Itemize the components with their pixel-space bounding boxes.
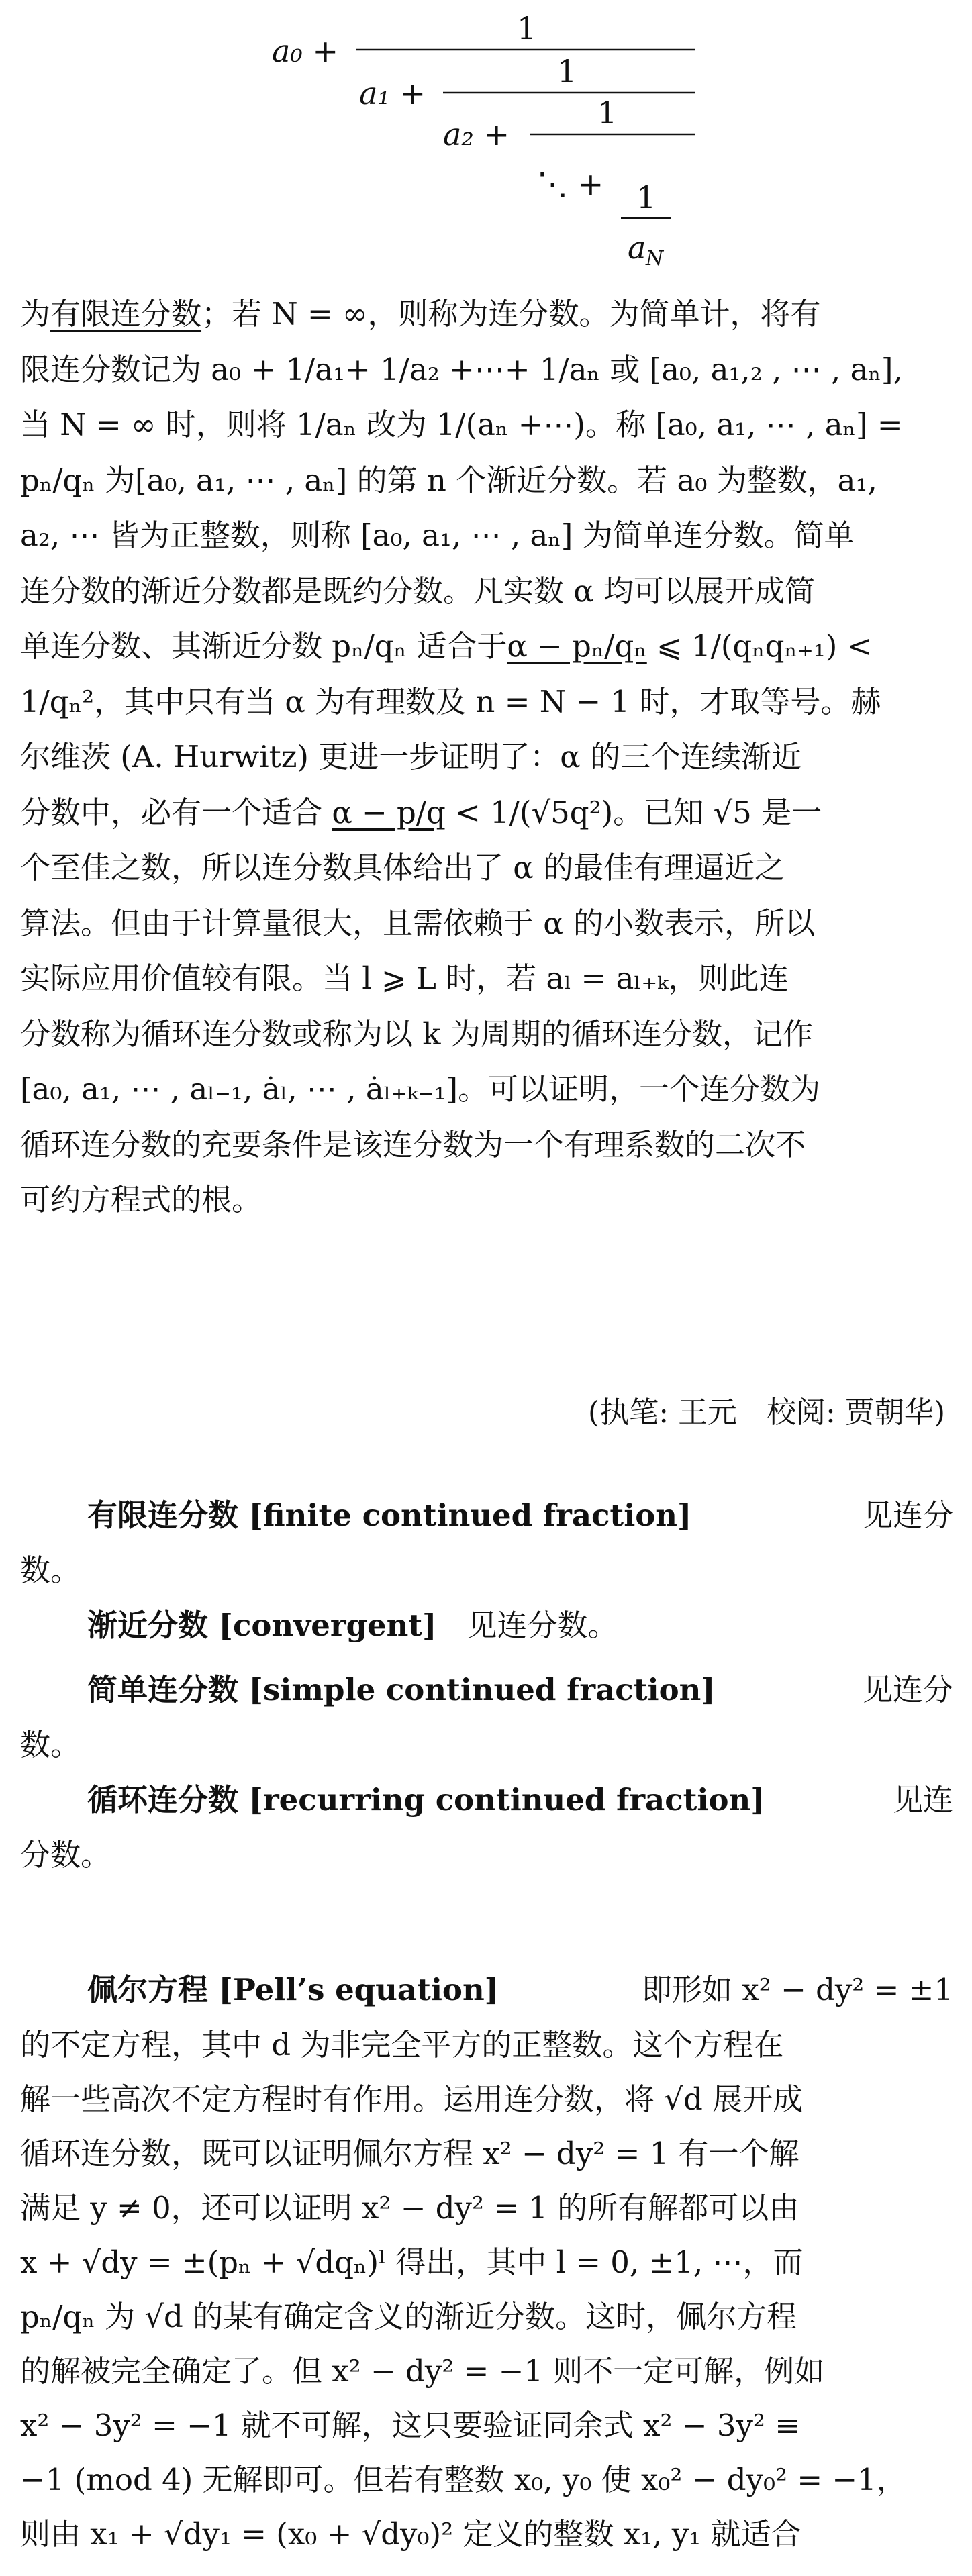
- pell-body-line: x² − 3y² = −1 就不可解，这只要验证同余式 x² − 3y² ≡: [20, 2408, 800, 2443]
- cf-dots: ⋱ +: [537, 166, 604, 202]
- pell-heading-line: [20, 1970, 953, 2010]
- author-credit: (执笔: 王元 校阅: 贾朝华): [588, 1395, 945, 1430]
- body-line: a₂, ⋯ 皆为正整数，则称 [a₀, a₁, ⋯ , aₙ] 为简单连分数。简单: [20, 517, 855, 553]
- body-text: ⩽ 1/(qₙqₙ₊₁) <: [646, 628, 873, 664]
- entry-english: [simple continued fraction]: [248, 1672, 716, 1707]
- body-line: [20, 793, 953, 833]
- body-line: 可约方程式的根。: [20, 1182, 262, 1218]
- pell-body-line: 解一些高次不定方程时有作用。运用连分数，将 √d 展开成: [20, 2081, 804, 2117]
- pell-body-line: x + √dy = ±(pₙ + √dqₙ)ˡ 得出，其中 l = 0, ±1, ⋯，而: [20, 2244, 804, 2280]
- entry-line: [20, 1780, 953, 1820]
- entry-line: [20, 1495, 953, 1536]
- entry-continuation: 数。: [20, 1552, 81, 1588]
- pell-body-line: 满足 y ≠ 0，还可以证明 x² − dy² = 1 的所有解都可以由: [20, 2190, 799, 2226]
- entry-continuation: 分数。: [20, 1837, 111, 1873]
- pell-first-text: 即形如 x² − dy² = ±1: [642, 1972, 953, 2008]
- cf-aN: a: [628, 230, 646, 266]
- entry-term: 循环连分数: [87, 1782, 249, 1818]
- pell-body-line: 的不定方程，其中 d 为非完全平方的正整数。这个方程在: [20, 2027, 784, 2063]
- underlined-term: 有限连分数: [50, 296, 202, 332]
- cf-num-4: 1: [636, 179, 657, 215]
- body-line: 算法。但由于计算量很大，且需依赖于 α 的小数表示，所以: [20, 905, 815, 941]
- body-line: pₙ/qₙ 为[a₀, a₁, ⋯ , aₙ] 的第 n 个渐近分数。若 a₀ 为整数，a₁,: [20, 462, 877, 498]
- entry-english: [convergent]: [218, 1607, 437, 1643]
- entry-reference: 见连分: [832, 1497, 953, 1533]
- pell-body-line: 循环连分数，既可以证明佩尔方程 x² − dy² = 1 有一个解: [20, 2136, 799, 2171]
- body-text: 单连分数、其渐近分数 pₙ/qₙ 适合于: [20, 628, 507, 664]
- entry-line: [20, 1605, 953, 1646]
- pell-body-line: pₙ/qₙ 为 √d 的某有确定含义的渐近分数。这时，佩尔方程: [20, 2299, 797, 2334]
- pell-body-line: 的解被完全确定了。但 x² − dy² = −1 则不一定可解，例如: [20, 2353, 825, 2389]
- body-line: [20, 294, 953, 334]
- body-line: [20, 626, 953, 666]
- underlined-term: α − p/q: [332, 794, 446, 830]
- pell-body-line: 则由 x₁ + √dy₁ = (x₀ + √dy₀)² 定义的整数 x₁, y₁ 就适合: [20, 2516, 801, 2552]
- body-line: 1/qₙ²，其中只有当 α 为有理数及 n = N − 1 时，才取等号。赫: [20, 683, 881, 720]
- body-line: 连分数的渐近分数都是既约分数。凡实数 α 均可以展开成简: [20, 573, 815, 609]
- body-line: 实际应用价值较有限。当 l ⩾ L 时，若 aₗ = aₗ₊ₖ，则此连: [20, 960, 789, 996]
- body-text: ；若 N = ∞，则称为连分数。为简单计，将有: [201, 296, 821, 332]
- underlined-term: α − pₙ/qₙ: [507, 628, 647, 664]
- body-text: 分数中，必有一个适合: [20, 794, 332, 830]
- body-line: 个至佳之数，所以连分数具体给出了 α 的最佳有理逼近之: [20, 850, 785, 885]
- body-line: 当 N = ∞ 时，则将 1/aₙ 改为 1/(aₙ +⋯)。称 [a₀, a₁, ⋯ , aₙ] =: [20, 407, 903, 442]
- body-line: [a₀, a₁, ⋯ , aₗ₋₁, ȧₗ, ⋯ , ȧₗ₊ₖ₋₁]。可以证明，一个连分数为: [20, 1071, 821, 1107]
- entry-reference: 见连分: [832, 1672, 953, 1707]
- entry-reference: 见连分数。: [436, 1607, 618, 1643]
- pell-term: 佩尔方程: [87, 1972, 219, 2008]
- cf-num-2: 1: [557, 53, 577, 89]
- cf-a0: a₀ +: [272, 33, 339, 69]
- cf-num-1: 1: [517, 10, 537, 46]
- cf-num-3: 1: [597, 95, 618, 131]
- cf-a2: a₂ +: [443, 116, 510, 152]
- body-line: 尔维茨 (A. Hurwitz) 更进一步证明了：α 的三个连续渐近: [20, 739, 801, 775]
- body-line: 分数称为循环连分数或称为以 k 为周期的循环连分数，记作: [20, 1015, 813, 1052]
- continued-fraction-formula: [0, 0, 972, 282]
- body-text: 为: [20, 296, 51, 332]
- entry-term: 有限连分数: [87, 1497, 249, 1533]
- cf-a1: a₁ +: [359, 75, 426, 111]
- body-line: 限连分数记为 a₀ + 1/a₁+ 1/a₂ +⋯+ 1/aₙ 或 [a₀, a₁,₂ , ⋯ , aₙ],: [20, 351, 903, 387]
- entry-continuation: 数。: [20, 1727, 81, 1763]
- entry-english: [recurring continued fraction]: [248, 1782, 765, 1818]
- cf-aN-sub: N: [646, 247, 664, 270]
- entry-term: 简单连分数: [87, 1672, 249, 1707]
- entry-english: [finite continued fraction]: [248, 1497, 692, 1533]
- body-line: 循环连分数的充要条件是该连分数为一个有理系数的二次不: [20, 1126, 806, 1162]
- entry-term: 渐近分数: [87, 1607, 219, 1643]
- entry-reference: 见连: [862, 1782, 953, 1818]
- entry-line: [20, 1670, 953, 1710]
- pell-english: [Pell’s equation]: [218, 1972, 499, 2008]
- body-text: < 1/(√5q²)。已知 √5 是一: [445, 794, 822, 830]
- pell-body-line: −1 (mod 4) 无解即可。但若有整数 x₀, y₀ 使 x₀² − dy₀² = −1，: [20, 2462, 907, 2497]
